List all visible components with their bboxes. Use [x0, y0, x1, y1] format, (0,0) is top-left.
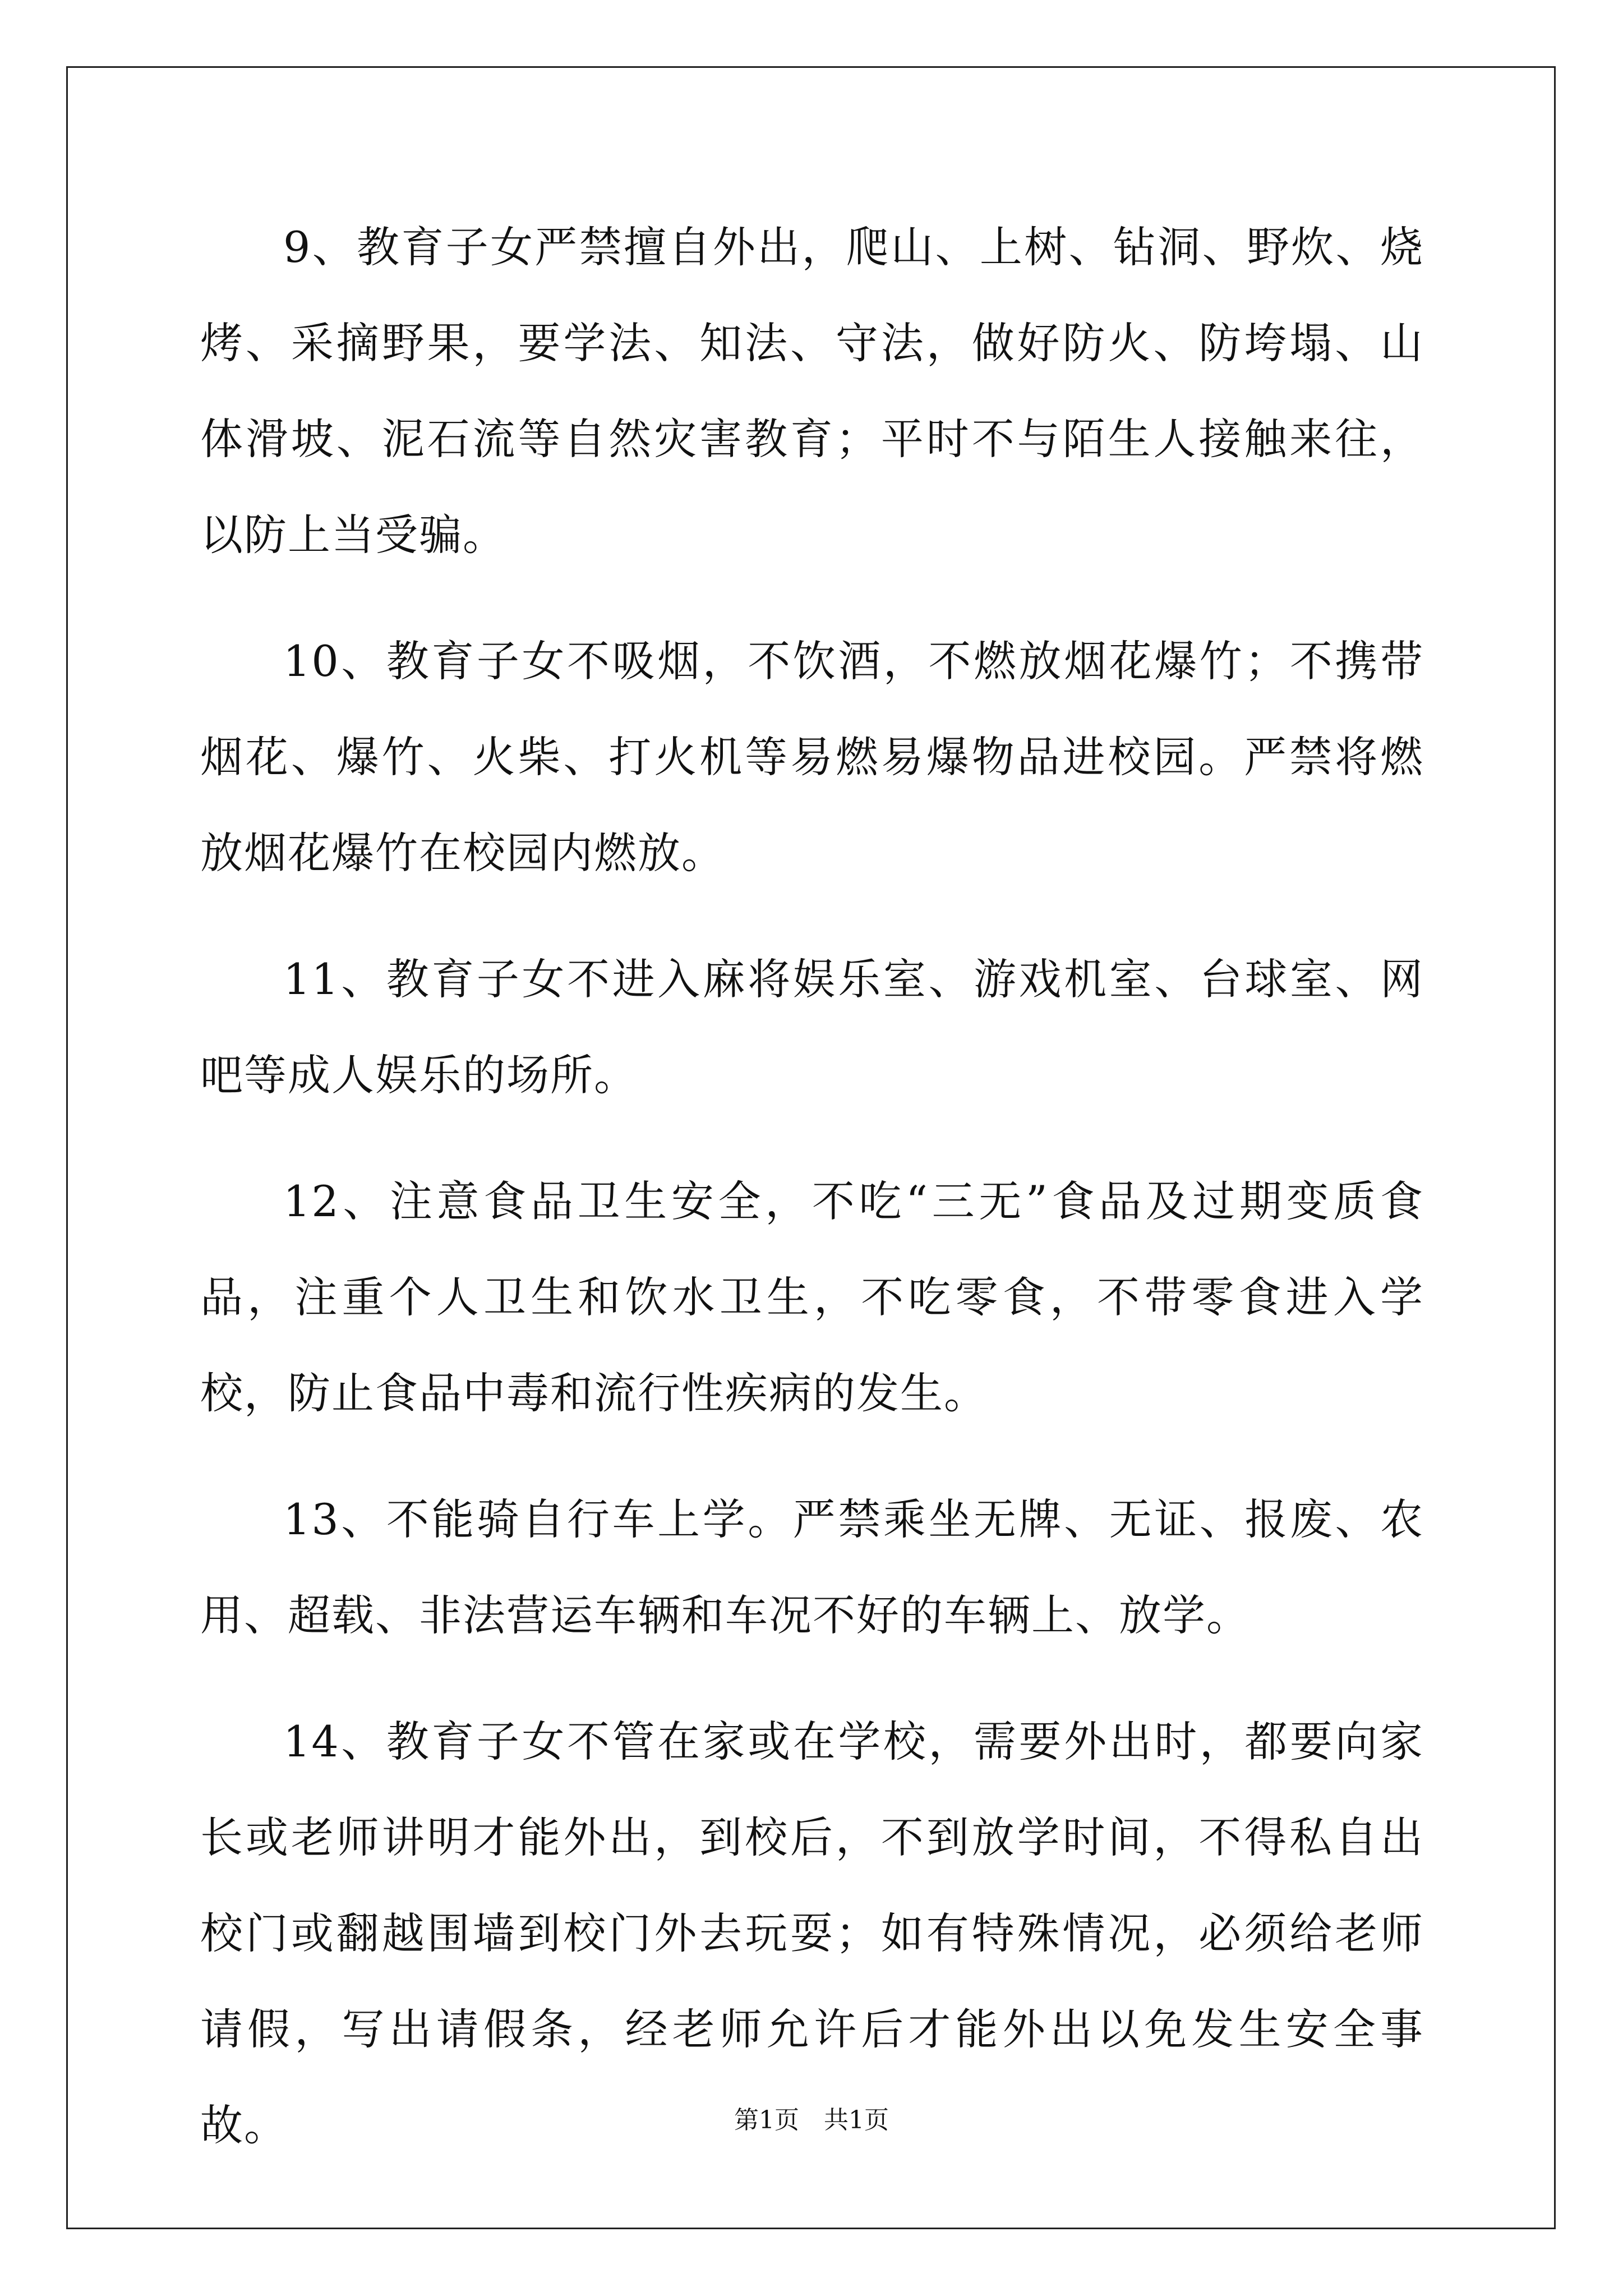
paragraph-item-12: 12、注意食品卫生安全，不吃“三无”食品及过期变质食品，注重个人卫生和饮水卫生，不吃零食，不带零食进入学校，防止食品中毒和流行性疾病的发生。 — [200, 1176, 1424, 1418]
document-body — [200, 199, 1424, 2203]
paragraph-item-9: 9、教育子女严禁擅自外出，爬山、上树、钻洞、野炊、烧烤、采摘野果，要学法、知法、守法，做好防火、防垮塌、山体滑坡、泥石流等自然灾害教育；平时不与陌生人接触来往，以防上当受骗。 — [200, 222, 1424, 560]
page-number-total: 共1页 — [824, 2106, 889, 2134]
paragraph-item-14: 14、教育子女不管在家或在学校，需要外出时，都要向家长或老师讲明才能外出，到校后，不到放学时间，不得私自出校门或翻越围墙到校门外去玩耍；如有特殊情况，必须给老师请假，写出请假条，经老师允许后才能外出以免发生安全事故。 — [200, 1717, 1424, 2150]
paragraph-item-10: 10、教育子女不吸烟，不饮酒，不燃放烟花爆竹；不携带烟花、爆竹、火柴、打火机等易燃易爆物品进校园。严禁将燃放烟花爆竹在校园内燃放。 — [200, 636, 1424, 878]
paragraph-item-11: 11、教育子女不进入麻将娱乐室、游戏机室、台球室、网吧等成人娱乐的场所。 — [200, 954, 1424, 1100]
page-number-current: 第1页 — [734, 2106, 799, 2134]
paragraph-item-13: 13、不能骑自行车上学。严禁乘坐无牌、无证、报废、农用、超载、非法营运车辆和车况不好的车辆上、放学。 — [200, 1494, 1424, 1640]
page-footer — [0, 2104, 1623, 2137]
